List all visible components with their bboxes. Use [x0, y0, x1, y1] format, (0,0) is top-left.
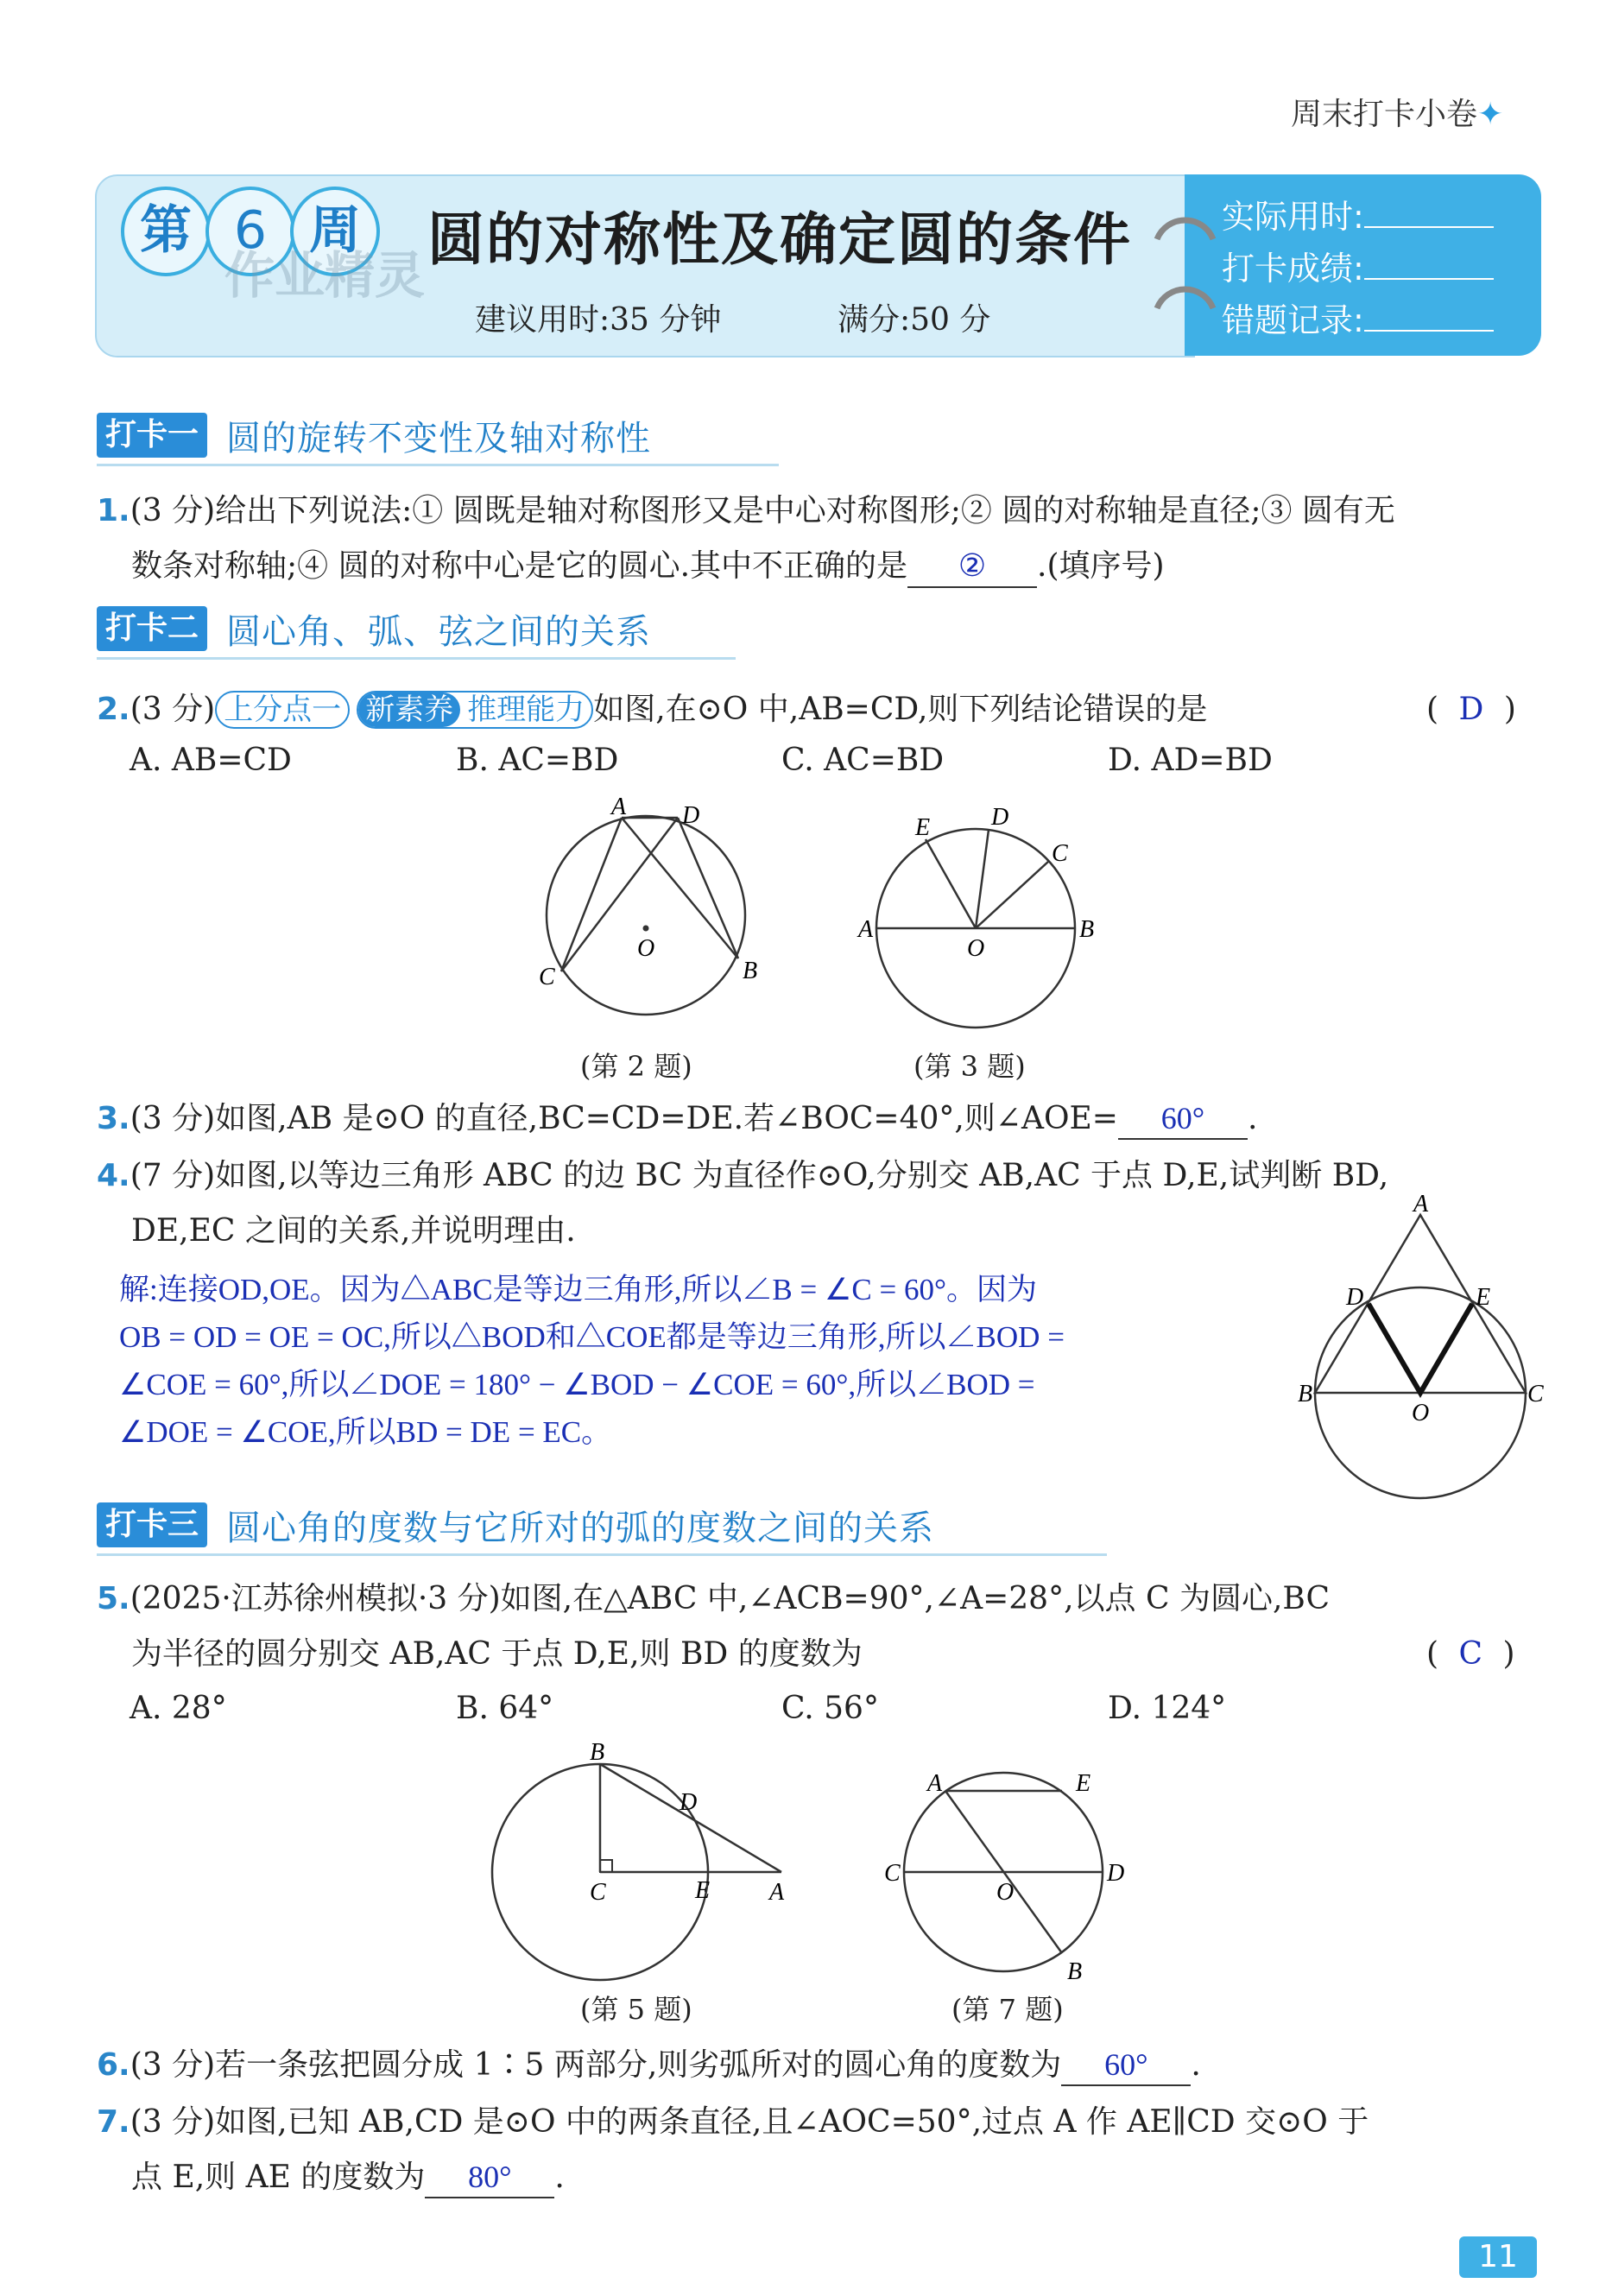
solution-4: 解:连接OD,OE。因为△ABC是等边三角形,所以∠B = ∠C = 60°。因为 OB = OD = OE = OC,所以△BOD和△COE都是等边三角形,所以∠BOD = ∠COE = 60°,所以∠DOE = 180° − ∠BOD − ∠COE = 60°,所以∠BOD = ∠DOE = ∠COE,所以BD = DE = EC。	[119, 1273, 1065, 1449]
svg-text:A: A	[769, 1879, 785, 1906]
svg-text:B: B	[1079, 916, 1095, 943]
svg-text:D: D	[1346, 1284, 1364, 1311]
option-c: C. AC=BD	[781, 743, 945, 778]
section-tag: 打卡三	[97, 1502, 207, 1547]
svg-text:O: O	[967, 935, 985, 962]
week-char-2: 6	[205, 187, 295, 276]
option-b: B. AC=BD	[456, 743, 619, 778]
ring-decoration-icon	[1148, 200, 1217, 338]
section-2-header	[97, 604, 651, 653]
side-row-time: 实际用时:	[1222, 190, 1494, 237]
corner-label: 周末打卡小卷✦	[1291, 97, 1504, 132]
caption-fig2: (第 2 题)	[580, 1050, 692, 1083]
svg-text:A: A	[927, 1770, 943, 1797]
figure-7	[881, 1762, 1140, 1986]
svg-text:C: C	[590, 1879, 606, 1906]
caption-fig5: (第 5 题)	[580, 1993, 692, 2026]
answer-blank: 60°	[1061, 2045, 1191, 2086]
page-number: 11	[1459, 2236, 1537, 2278]
option-b: B. 64°	[456, 1691, 554, 1726]
tag-score-point: 上分点一	[215, 691, 350, 729]
option-d: D. 124°	[1108, 1691, 1227, 1726]
svg-text:C: C	[884, 1860, 901, 1887]
svg-text:E: E	[695, 1877, 711, 1904]
question-2: 2.(3 分) 上分点一 新素养 推理能力 如图,在⊙O 中,AB=CD,则下列结论错误的是 ( D )	[97, 692, 1516, 727]
figure-4	[1298, 1191, 1544, 1498]
point-label: C	[539, 964, 555, 990]
title-banner	[95, 174, 1541, 356]
question-6: 6.(3 分)若一条弦把圆分成 1∶5 两部分,则劣弧所对的圆心角的度数为 60° .	[97, 2038, 1201, 2093]
svg-text:D: D	[991, 804, 1009, 831]
question-3: 3.(3 分)如图,AB 是⊙O 的直径,BC=CD=DE.若∠BOC=40°,则∠AOE= 60° .	[97, 1091, 1257, 1147]
week-char-1: 第	[121, 187, 211, 276]
sparkle-icon: ✦	[1477, 97, 1504, 132]
side-row-errors: 错题记录:	[1222, 294, 1494, 341]
figure-5	[488, 1739, 807, 1995]
side-row-score: 打卡成绩:	[1222, 242, 1494, 289]
option-a: A. 28°	[130, 1691, 227, 1726]
caption-fig7: (第 7 题)	[951, 1993, 1064, 2026]
section-tag: 打卡二	[97, 606, 207, 651]
week-char-3: 周	[290, 187, 380, 276]
option-a: A. AB=CD	[130, 743, 292, 778]
svg-text:B: B	[590, 1739, 605, 1766]
svg-text:O: O	[996, 1879, 1015, 1906]
svg-text:A: A	[1413, 1191, 1429, 1218]
tag-new-literacy: 新素养 推理能力	[357, 691, 593, 729]
answer-choice: C	[1458, 1636, 1483, 1672]
section-title: 圆心角的度数与它所对的弧的度数之间的关系	[226, 1508, 935, 1548]
svg-text:E: E	[915, 814, 931, 841]
section-3-header	[97, 1501, 934, 1549]
svg-text:C: C	[1527, 1381, 1544, 1407]
section-tag: 打卡一	[97, 413, 207, 458]
section-1-header	[97, 411, 651, 459]
section-title: 圆心角、弧、弦之间的关系	[226, 611, 652, 652]
option-d: D. AD=BD	[1108, 743, 1273, 778]
question-1: 1.(3 分)给出下列说法:① 圆既是轴对称图形又是中心对称图形;② 圆的对称轴是直径;③ 圆有无 数条对称轴;④ 圆的对称中心是它的圆心.其中不正确的是 ② .(填序号)	[97, 484, 1547, 594]
svg-text:E: E	[1476, 1284, 1491, 1311]
caption-fig3: (第 3 题)	[913, 1050, 1026, 1083]
question-4: 4.(7 分)如图,以等边三角形 ABC 的边 BC 为直径作⊙O,分别交 AB,AC 于点 D,E,试判断 BD, DE,EC 之间的关系,并说明理由.	[97, 1158, 1389, 1249]
option-c: C. 56°	[781, 1691, 879, 1726]
svg-text:B: B	[1067, 1958, 1083, 1985]
svg-text:D: D	[1107, 1860, 1125, 1887]
point-label: A	[611, 794, 627, 820]
banner-title: 圆的对称性及确定圆的条件	[427, 206, 1132, 273]
figure-3	[855, 799, 1114, 1032]
figure-2	[527, 794, 768, 1032]
svg-text:B: B	[1298, 1381, 1313, 1407]
question-7: 7.(3 分)如图,已知 AB,CD 是⊙O 中的两条直径,且∠AOC=50°,过点 A 作 AE∥CD 交⊙O 于 点 E,则 AE 的度数为 80° .	[97, 2095, 1556, 2205]
full-score: 满分:50 分	[838, 302, 991, 338]
svg-text:E: E	[1076, 1770, 1091, 1797]
point-label: B	[743, 958, 758, 984]
watermark: 作业精灵	[224, 246, 426, 305]
answer-blank: 60°	[1118, 1098, 1248, 1140]
answer-choice: D	[1458, 692, 1484, 727]
point-label: O	[637, 935, 655, 962]
svg-text:O: O	[1412, 1400, 1430, 1426]
question-5: 5.(2025·江苏徐州模拟·3 分)如图,在△ABC 中,∠ACB=90°,∠A=28°,以点 C 为圆心,BC 为半径的圆分别交 AB,AC 于点 D,E,则 BD 的度数为 ( C )	[97, 1581, 1515, 1672]
point-label: D	[682, 802, 700, 829]
svg-text:D: D	[680, 1789, 698, 1816]
svg-text:C: C	[1052, 840, 1068, 867]
answer-blank: ②	[907, 545, 1037, 588]
suggested-time: 建议用时:35 分钟	[475, 302, 722, 338]
answer-blank: 80°	[425, 2157, 554, 2198]
svg-text:A: A	[858, 916, 874, 943]
section-title: 圆的旋转不变性及轴对称性	[226, 418, 652, 459]
